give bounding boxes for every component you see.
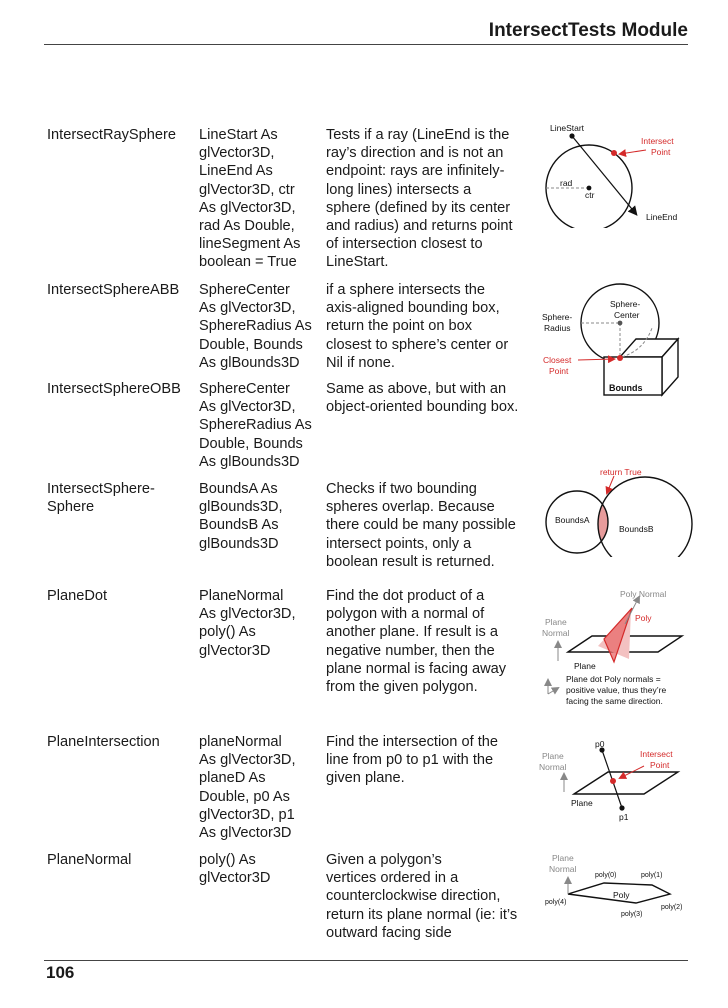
label-plane-normal-1: Plane (542, 751, 564, 761)
note-line-1: Plane dot Poly normals = (566, 674, 661, 684)
plane-intersection-diagram (534, 738, 694, 828)
page-number: 106 (46, 963, 75, 982)
label-bounds-b: BoundsB (619, 524, 654, 534)
label-plane-normal-2: Normal (542, 628, 570, 638)
label-closest-2: Point (549, 366, 569, 376)
sphere-abb-diagram (534, 280, 694, 405)
label-line-start: LineStart (550, 123, 585, 133)
function-name: IntersectSphere- Sphere (47, 481, 155, 516)
function-params: planeNormal As glVector3D, planeD As Double, p0 As glVector3D, p1 As glVector3D (199, 734, 296, 842)
label-sphere-center-2: Center (614, 310, 640, 320)
label-poly: Poly (635, 613, 652, 623)
label-rad: rad (560, 178, 573, 188)
footer-rule (44, 960, 688, 961)
label-plane: Plane (571, 798, 593, 808)
intersect-point (611, 150, 617, 156)
label-line-end: LineEnd (646, 212, 678, 222)
line-start-point (569, 133, 574, 138)
sphere-sphere-diagram (534, 462, 694, 557)
plane-dot-diagram (534, 584, 694, 712)
note-arrow-diag (548, 688, 558, 694)
label-poly3: poly(3) (621, 911, 643, 918)
page-title: IntersectTests Module (488, 20, 688, 41)
label-plane-normal-1: Plane (552, 853, 574, 863)
label-poly0: poly(0) (595, 872, 617, 879)
label-plane-normal-1: Plane (545, 617, 567, 627)
function-params: LineStart As glVector3D, LineEnd As glVector3D, ctr As glVector3D, rad As Double, lineSegment As boolean = True (199, 127, 301, 271)
label-sphere-center-1: Sphere- (610, 299, 641, 309)
header-rule (44, 44, 688, 45)
function-params: PlaneNormal As glVector3D, poly() As glVector3D (199, 588, 296, 659)
ray-sphere-diagram (534, 118, 694, 228)
function-description: if a sphere intersects the axis-aligned bounding box, return the point on box closest to sphere’s center or Nil if none. (326, 282, 509, 371)
intersect-point (610, 778, 616, 784)
function-name: PlaneIntersection (47, 734, 160, 750)
function-description: Checks if two bounding spheres overlap. Because there could be many possible intersect points, only a boolean result is returned. (326, 481, 516, 570)
function-description: Given a polygon’s vertices ordered in a counterclockwise direction, return its plane normal (ie: it’s outward facing side (326, 852, 518, 941)
label-poly: Poly (613, 890, 630, 900)
label-point: Point (650, 760, 670, 770)
label-poly1: poly(1) (641, 872, 663, 879)
label-closest-1: Closest (543, 355, 572, 365)
center-point (618, 321, 623, 326)
function-name: PlaneNormal (47, 852, 132, 868)
label-plane: Plane (574, 661, 596, 671)
label-intersect: Intersect (640, 749, 673, 759)
function-name: IntersectSphereABB (47, 282, 180, 298)
function-name: PlaneDot (47, 588, 108, 604)
function-name: IntersectRaySphere (47, 127, 176, 143)
label-intersect: Intersect (641, 136, 674, 146)
function-description: Find the dot product of a polygon with a normal of another plane. If result is a negative number, then the plane normal is facing away from the given polygon. (326, 588, 507, 696)
label-sphere-radius-1: Sphere- (542, 312, 573, 322)
function-name: IntersectSphereOBB (47, 381, 181, 397)
note-line-3: facing the same direction. (566, 696, 663, 706)
label-return-true: return True (600, 467, 642, 477)
label-point: Point (651, 147, 671, 157)
label-ctr: ctr (585, 190, 595, 200)
label-poly4: poly(4) (545, 899, 567, 906)
function-description: Tests if a ray (LineEnd is the ray’s direction and is not an endpoint: rays are infinitely- long lines) intersects a sphere (defined by its center and radius) and returns point of intersection closest to LineStart. (326, 127, 513, 271)
function-params: SphereCenter As glVector3D, SphereRadius As Double, Bounds As glBounds3D (199, 282, 312, 371)
function-params: SphereCenter As glVector3D, SphereRadius As Double, Bounds As glBounds3D (199, 381, 312, 470)
label-poly2: poly(2) (661, 904, 683, 911)
closest-point (617, 355, 623, 361)
function-description: Same as above, but with an object-oriented bounding box. (326, 381, 519, 416)
label-bounds-a: BoundsA (555, 515, 590, 525)
function-params: BoundsA As glBounds3D, BoundsB As glBounds3D (199, 481, 283, 552)
label-p1: p1 (619, 812, 629, 822)
label-bounds: Bounds (609, 383, 643, 393)
intersect-arrow (620, 150, 646, 154)
label-plane-normal-2: Normal (549, 864, 577, 874)
label-p0: p0 (595, 739, 605, 749)
overlap-region (598, 477, 692, 557)
p1-point (619, 805, 624, 810)
function-description: Find the intersection of the line from p0 to p1 with the given plane. (326, 734, 498, 787)
plane-normal-diagram (534, 850, 694, 925)
note-line-2: positive value, thus they’re (566, 685, 667, 695)
sphere-b (598, 477, 692, 557)
label-sphere-radius-2: Radius (544, 323, 571, 333)
label-plane-normal-2: Normal (539, 762, 567, 772)
function-params: poly() As glVector3D (199, 852, 271, 887)
label-poly-normal: Poly Normal (620, 589, 667, 599)
